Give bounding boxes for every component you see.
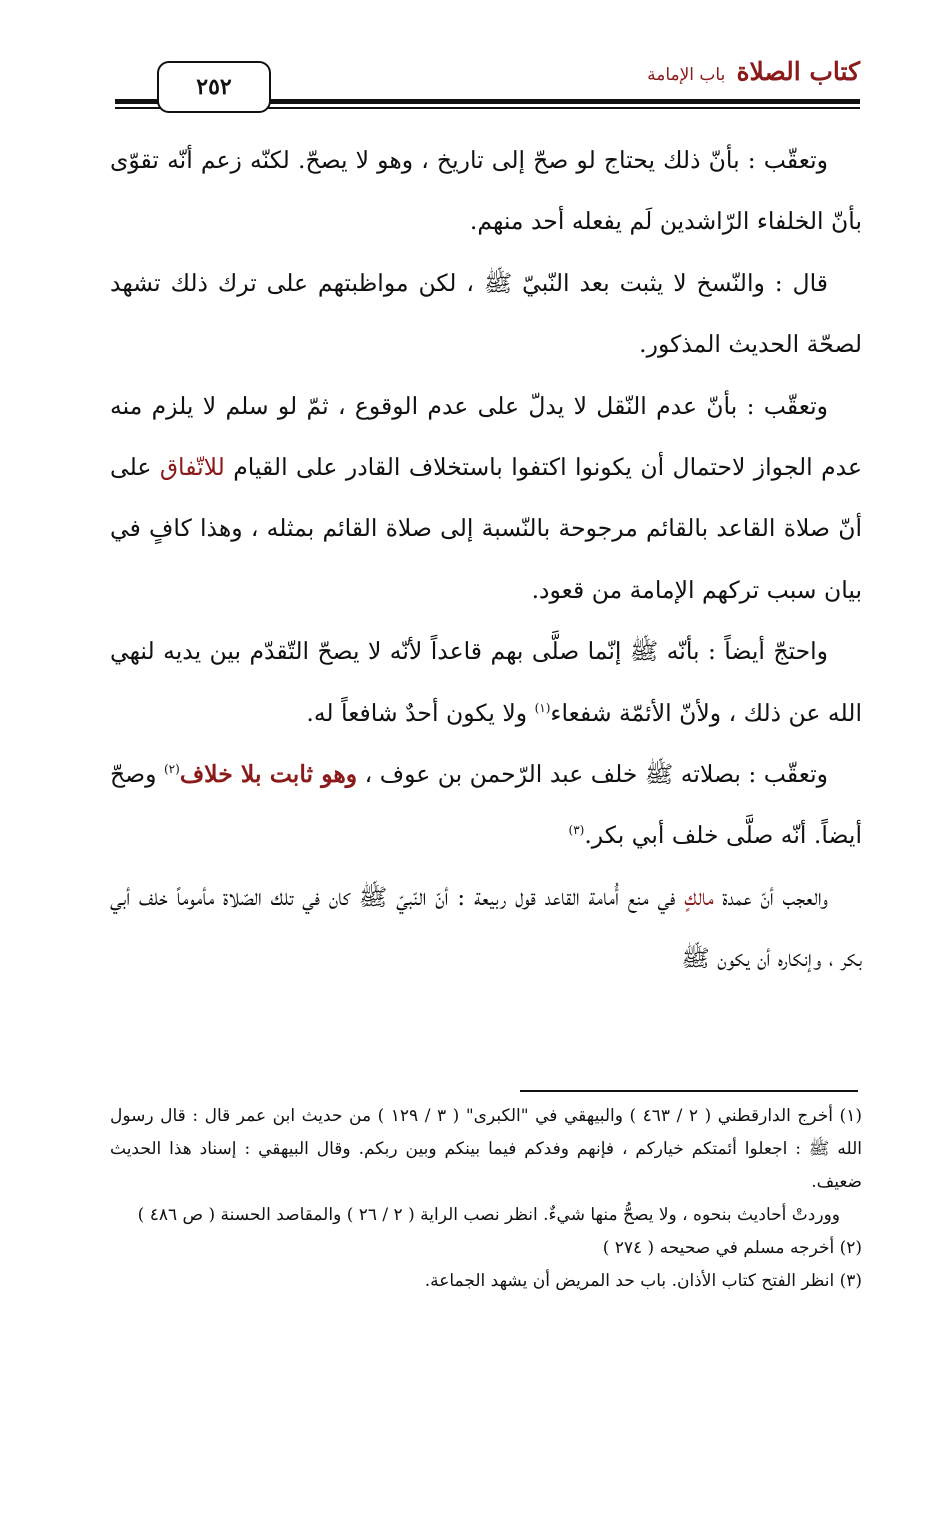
footnote-ref-2: (٢) xyxy=(163,762,180,777)
paragraph-4-text: واحتجّ أيضاً : بأنّه ﷺ إنّما صلَّى بهم قاعداً لأنّه لا يصحّ التّقدّم بين يديه لنهي الله عن ذلك ، ولأنّ الأئمّة شفعاء xyxy=(110,637,862,727)
footnote-2: (٢) أخرجه مسلم في صحيحه ( ٢٧٤ ) xyxy=(602,1238,862,1258)
paragraph-2-text: قال : والنّسخ لا يثبت بعد النّبيّ ﷺ ، لكن مواظبتهم على ترك ذلك تشهد لصحّة الحديث المذكور. xyxy=(110,268,862,359)
footnote-1: (١) أخرج الدارقطني ( ٢ / ٤٦٣ ) والبيهقي في "الكبرى" ( ٣ / ١٢٩ ) من حديث ابن عمر قال : قال رسول الله ﷺ : اجعلوا أئمتكم خياركم ، فإنهم وفدكم فيما بينكم وبين ربكم. وقال البيهقي : إسناد هذا الحديث ضعيف. xyxy=(110,1106,862,1192)
highlighted-term: للاتّفاق xyxy=(159,453,225,482)
paragraph-6 xyxy=(110,867,862,990)
footnote-3: (٣) انظر الفتح كتاب الأذان. باب حد المريض أن يشهد الجماعة. xyxy=(424,1271,862,1291)
page-header xyxy=(115,55,860,117)
paragraph-4-text-cont: ولا يكون أحدٌ شافعاً له. xyxy=(306,698,535,727)
footnote-separator xyxy=(520,1090,858,1092)
footnote-ref-3: (٣) xyxy=(568,823,585,838)
paragraph-6-text-cont: في منع أُمامة القاعد قول ربيعة : أنّ النّبيّ ﷺ كان في تلك الصّلاة مأموماً خلف أبي بكر ، وإنكاره أن يكون ﷺ xyxy=(110,882,862,973)
paragraph-5-text-cont: وصحّ أيضاً. أنّه صلَّى خلف أبي بكر. xyxy=(110,760,862,850)
paragraph-4 xyxy=(110,621,862,744)
highlighted-name: مالكٍ xyxy=(684,882,714,911)
footnotes xyxy=(110,1100,862,1298)
paragraph-3-text-cont: على أنّ صلاة القاعد بالقائم مرجوحة بالنّسبة إلى صلاة القائم بمثله ، وهذا كافٍ في بيان سبب تركهم الإمامة من قعود. xyxy=(110,453,862,604)
main-text xyxy=(110,130,862,990)
paragraph-1 xyxy=(110,130,862,253)
book-title: كتاب الصلاة xyxy=(736,57,860,86)
chapter-title: باب الإمامة xyxy=(647,65,726,85)
footnote-1-continuation: ووردتْ أحاديث بنحوه ، ولا يصحُّ منها شيءٌ. انظر نصب الراية ( ٢ / ٢٦ ) والمقاصد الحسنة ( ص ٤٨٦ ) xyxy=(137,1205,840,1225)
paragraph-5 xyxy=(110,744,862,867)
paragraph-3 xyxy=(110,376,862,622)
paragraph-1-text: وتعقّب : بأنّ ذلك يحتاج لو صحّ إلى تاريخ ، وهو لا يصحّ. لكنّه زعم أنّه تقوّى بأنّ الخلفاء الرّاشدين لَم يفعله أحد منهم. xyxy=(110,146,862,236)
running-head xyxy=(647,57,860,86)
page-number: ٢٥٢ xyxy=(157,61,271,113)
paragraph-3-text: وتعقّب : بأنّ عدم النّقل لا يدلّ على عدم الوقوع ، ثمّ لو سلم لا يلزم منه عدم الجواز لاحتمال أن يكونوا اكتفوا باستخلاف القادر على القيام xyxy=(110,391,862,482)
highlighted-phrase: وهو ثابت بلا خلاف xyxy=(179,760,358,789)
footnote-ref-1: (١) xyxy=(534,700,551,715)
paragraph-5-text: وتعقّب : بصلاته ﷺ خلف عبد الرّحمن بن عوف ، xyxy=(357,760,828,789)
paragraph-6-text: والعجب أنّ عمدة xyxy=(713,882,828,911)
paragraph-2 xyxy=(110,253,862,376)
